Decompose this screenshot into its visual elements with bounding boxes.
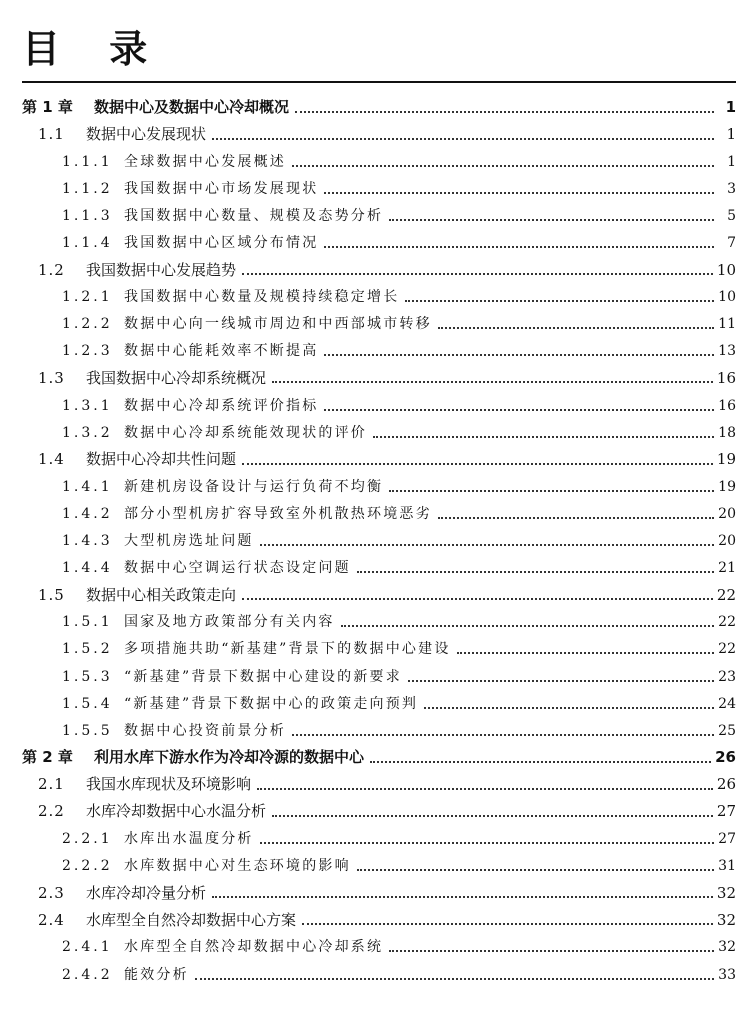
toc-subsection[interactable] [0,148,750,175]
toc-title: 数据中心相关政策走向 [86,585,237,604]
toc-subsection[interactable] [0,934,750,961]
toc-leader-dots [242,598,713,600]
toc-number: 1.4.4 [62,560,113,577]
toc-title: 我国数据中心区域分布情况 [124,235,319,252]
toc-number: 1.2.2 [62,316,113,333]
toc-number: 1.2.3 [62,343,113,360]
toc-title: 能效分析 [124,966,189,983]
toc-subsection[interactable] [0,528,750,555]
toc-number: 1.5.4 [62,695,113,712]
toc-number: 1.3.1 [62,397,113,414]
toc-number: 1.5.2 [62,641,113,658]
toc-leader-dots [424,707,714,709]
toc-title: 全球数据中心发展概述 [124,153,286,170]
toc-title: 我国数据中心市场发展现状 [124,180,319,197]
toc-leader-dots [242,463,713,465]
toc-subsection[interactable] [0,392,750,419]
toc-subsection[interactable] [0,636,750,663]
toc-leader-dots [357,571,714,573]
toc-section[interactable] [0,365,750,392]
toc-number: 2.3 [38,883,65,902]
toc-page-number: 19 [718,478,736,495]
toc-page-number: 20 [718,533,736,550]
toc-subsection[interactable] [0,717,750,744]
title-divider [22,81,736,83]
toc-leader-dots [457,652,714,654]
toc-page-number: 31 [718,858,736,875]
toc-leader-dots [212,138,714,140]
toc-number: 1.4.2 [62,505,113,522]
toc-title: 新建机房设备设计与运行负荷不均衡 [124,478,384,495]
toc-subsection[interactable] [0,284,750,311]
toc-title: 国家及地方政策部分有关内容 [124,614,335,631]
toc-leader-dots [292,734,714,736]
toc-leader-dots [295,111,714,113]
toc-leader-dots [257,788,713,790]
toc-leader-dots [373,436,714,438]
toc-subsection[interactable] [0,663,750,690]
toc-chapter[interactable] [0,94,750,121]
toc-title: 我国数据中心冷却系统概况 [86,368,267,387]
toc-page-number: 16 [716,368,736,387]
toc-subsection[interactable] [0,338,750,365]
toc-page-number: 26 [715,748,736,767]
toc-title: 数据中心冷却系统能效现状的评价 [124,424,367,441]
toc-subsection[interactable] [0,609,750,636]
toc-leader-dots [292,165,714,167]
toc-page-number: 11 [718,316,736,333]
toc-title: 数据中心投资前景分析 [124,722,286,739]
toc-section[interactable] [0,121,750,148]
toc-leader-dots [389,950,714,952]
toc-page-number: 32 [718,939,736,956]
toc-subsection[interactable] [0,555,750,582]
toc-title: 水库出水温度分析 [124,831,254,848]
toc-leader-dots [324,409,714,411]
toc-title: 多项措施共助“新基建”背景下的数据中心建设 [124,641,451,658]
toc-page-number: 21 [718,560,736,577]
toc-title: “新基建”背景下数据中心建设的新要求 [124,668,402,685]
toc-leader-dots [302,923,713,925]
toc-page-number: 22 [716,585,736,604]
toc-leader-dots [408,680,714,682]
toc-section[interactable] [0,257,750,284]
toc-title: 利用水库下游水作为冷却冷源的数据中心 [94,748,365,767]
toc-title: 水库型全自然冷却数据中心冷却系统 [124,939,384,956]
toc-subsection[interactable] [0,826,750,853]
toc-leader-dots [389,219,714,221]
toc-leader-dots [438,327,714,329]
toc-page-number: 3 [727,180,736,197]
toc-page-number: 27 [716,802,736,821]
toc-page-number: 7 [727,235,736,252]
toc-number: 2.1 [38,775,65,794]
toc-page-number: 1 [727,153,736,170]
toc-page-number: 10 [718,289,736,306]
toc-page-number: 20 [718,505,736,522]
toc-title: 我国数据中心数量及规模持续稳定增长 [124,289,400,306]
toc-page-number: 33 [718,966,736,983]
table-of-contents [0,94,750,988]
toc-number: 1.2 [38,260,65,279]
toc-subsection[interactable] [0,961,750,988]
toc-leader-dots [260,842,714,844]
toc-leader-dots [324,246,714,248]
toc-leader-dots [324,354,714,356]
toc-page-number: 23 [718,668,736,685]
toc-page-number: 24 [718,695,736,712]
toc-page-number: 13 [718,343,736,360]
toc-number: 2.2.1 [62,831,113,848]
toc-number: 1.1 [38,125,65,144]
toc-leader-dots [195,978,714,980]
toc-leader-dots [405,300,714,302]
toc-title: 大型机房选址问题 [124,533,254,550]
toc-number: 2.2.2 [62,858,113,875]
toc-leader-dots [272,815,713,817]
toc-subsection[interactable] [0,690,750,717]
toc-subsection[interactable] [0,175,750,202]
toc-page-number: 18 [718,424,736,441]
toc-page-number: 32 [716,910,736,929]
toc-leader-dots [212,896,713,898]
toc-number: 1.1.4 [62,235,113,252]
toc-title: 数据中心及数据中心冷却概况 [94,98,290,117]
toc-title: 数据中心空调运行状态设定问题 [124,560,351,577]
toc-subsection[interactable] [0,853,750,880]
toc-number: 1.2.1 [62,289,113,306]
toc-page-number: 10 [716,260,736,279]
toc-subsection[interactable] [0,229,750,256]
toc-title: 我国数据中心发展趋势 [86,260,237,279]
toc-chapter[interactable] [0,744,750,771]
toc-title: 我国数据中心数量、规模及态势分析 [124,207,384,224]
toc-title: 我国水库现状及环境影响 [86,775,252,794]
toc-leader-dots [389,490,714,492]
page-title: 目 录 [22,27,166,71]
toc-number: 1.4.1 [62,478,113,495]
toc-section[interactable] [0,446,750,473]
toc-page-number: 5 [727,207,736,224]
toc-number: 1.5.3 [62,668,113,685]
toc-number: 1.4 [38,450,65,469]
toc-leader-dots [438,517,714,519]
toc-leader-dots [242,273,713,275]
toc-page-number: 1 [726,125,736,144]
toc-number: 1.1.3 [62,207,113,224]
toc-number: 1.1.1 [62,153,113,170]
toc-page-number: 27 [718,831,736,848]
toc-section[interactable] [0,582,750,609]
toc-section[interactable] [0,907,750,934]
toc-subsection[interactable] [0,419,750,446]
toc-page-number: 32 [716,883,736,902]
toc-number: 1.5.5 [62,722,113,739]
toc-page-number: 22 [718,614,736,631]
toc-page-number: 1 [725,98,736,117]
toc-subsection[interactable] [0,311,750,338]
toc-number: 第 2 章 [22,748,73,767]
toc-number: 第 1 章 [22,98,73,117]
toc-title: 数据中心冷却共性问题 [86,450,237,469]
toc-subsection[interactable] [0,500,750,527]
toc-leader-dots [341,625,714,627]
toc-page-number: 25 [718,722,736,739]
toc-page-number: 19 [716,450,736,469]
toc-page-number: 22 [718,641,736,658]
toc-subsection[interactable] [0,202,750,229]
toc-title: 数据中心发展现状 [86,125,207,144]
toc-title: 部分小型机房扩容导致室外机散热环境恶劣 [124,505,432,522]
toc-subsection[interactable] [0,473,750,500]
toc-leader-dots [260,544,714,546]
toc-number: 1.1.2 [62,180,113,197]
toc-section[interactable] [0,771,750,798]
toc-title: 水库数据中心对生态环境的影响 [124,858,351,875]
toc-title: 水库型全自然冷却数据中心方案 [86,910,297,929]
toc-leader-dots [370,761,711,763]
toc-leader-dots [357,869,714,871]
toc-leader-dots [324,192,714,194]
toc-title: 数据中心向一线城市周边和中西部城市转移 [124,316,432,333]
toc-number: 1.3 [38,368,65,387]
toc-page-number: 26 [716,775,736,794]
toc-section[interactable] [0,798,750,825]
toc-leader-dots [272,381,713,383]
toc-number: 1.4.3 [62,533,113,550]
toc-title: 数据中心能耗效率不断提高 [124,343,319,360]
toc-title: 水库冷却数据中心水温分析 [86,802,267,821]
toc-number: 2.4.1 [62,939,113,956]
toc-number: 1.3.2 [62,424,113,441]
toc-number: 1.5 [38,585,65,604]
toc-section[interactable] [0,880,750,907]
toc-title: 水库冷却冷量分析 [86,883,207,902]
toc-number: 2.4 [38,910,65,929]
toc-number: 2.2 [38,802,65,821]
toc-title: 数据中心冷却系统评价指标 [124,397,319,414]
toc-number: 1.5.1 [62,614,113,631]
toc-number: 2.4.2 [62,966,113,983]
toc-title: “新基建”背景下数据中心的政策走向预判 [124,695,419,712]
toc-page-number: 16 [718,397,736,414]
